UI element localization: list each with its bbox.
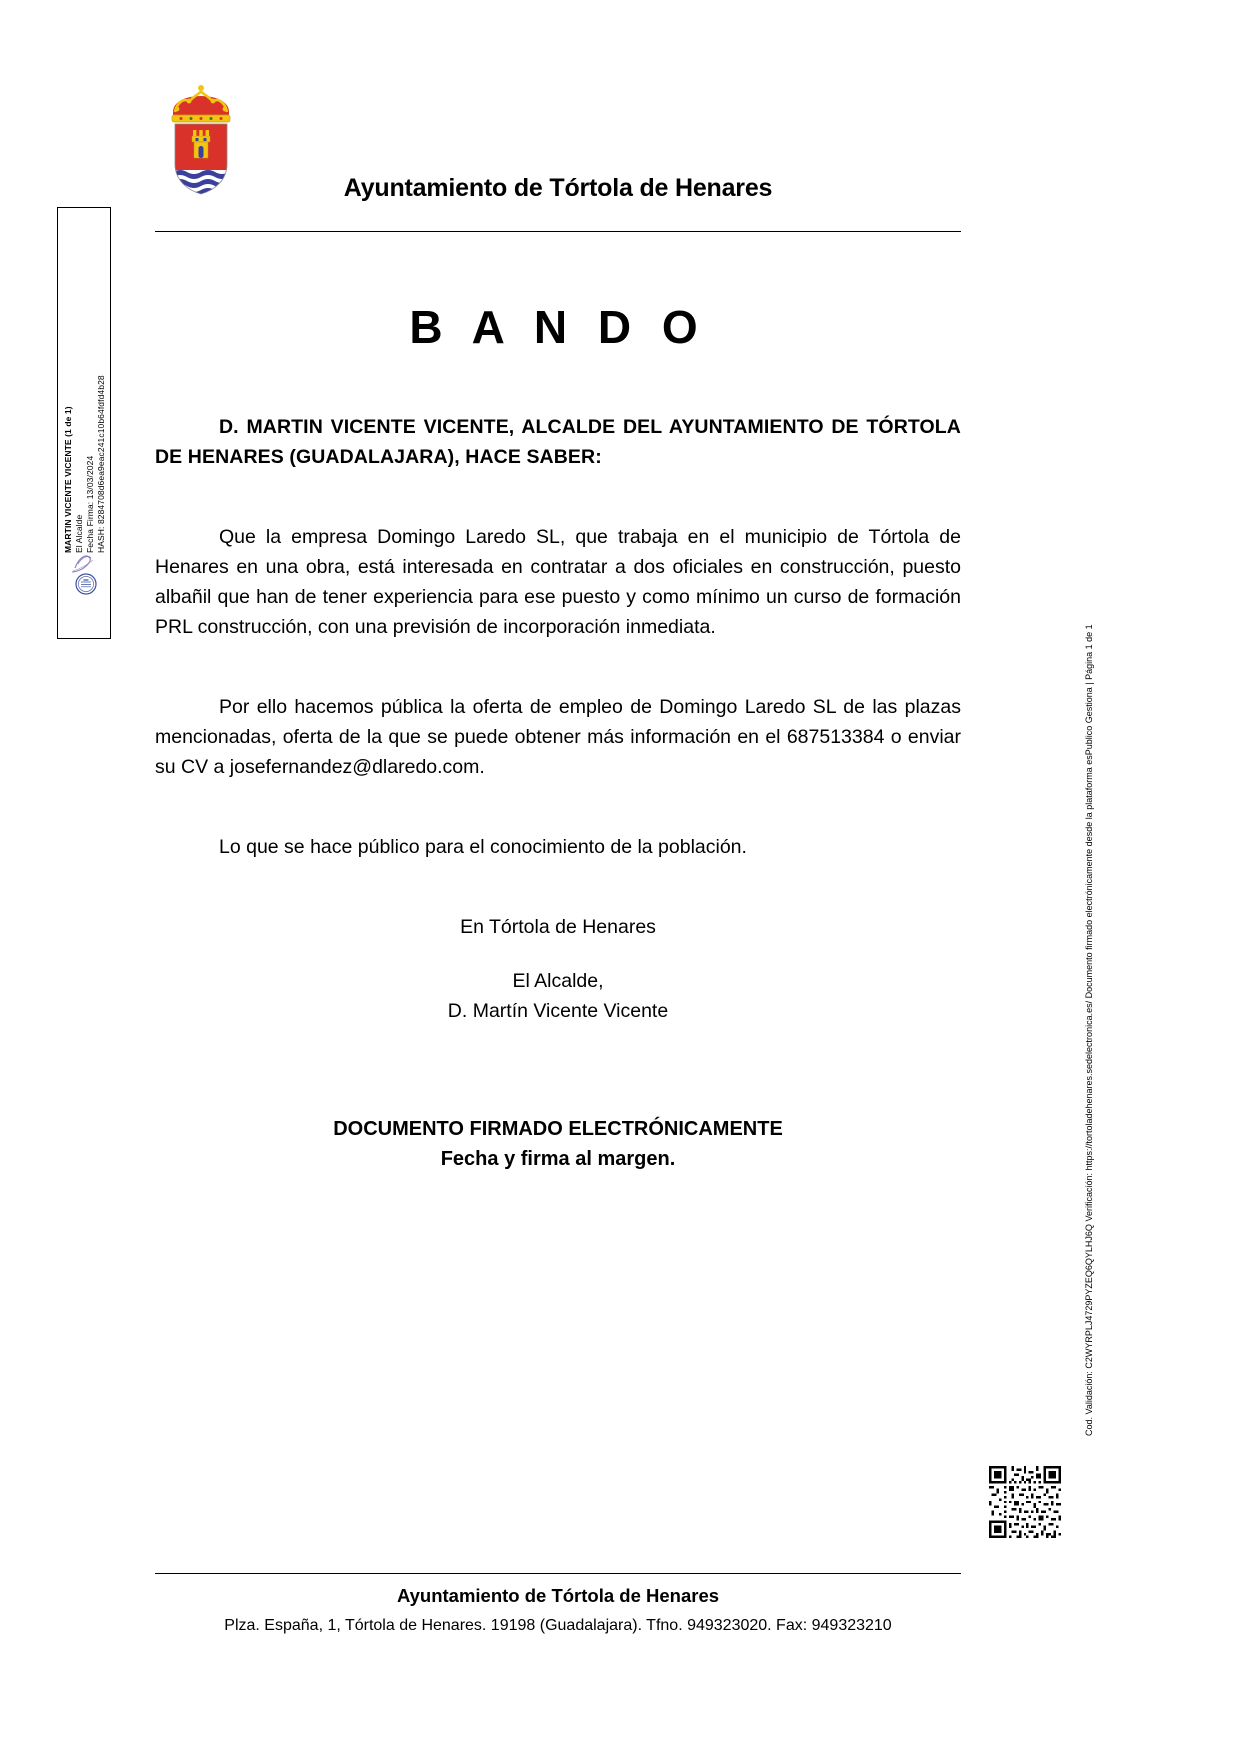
footer-divider (155, 1573, 961, 1574)
spacer (155, 888, 961, 912)
signature-hash: HASH: 8284708d6ea9eac241c10b64fdfd4b28 (96, 375, 106, 553)
validation-platform: Documento firmado electrónicamente desde la plataforma esPublico Gestiona | Página 1 de 1 (1084, 624, 1094, 999)
paragraph-public-notice: Lo que se hace público para el conocimiento de la población. (219, 836, 747, 858)
spacer (155, 942, 961, 966)
signature-name-label: D. Martín Vicente Vicente (447, 1000, 669, 1022)
footer-title: Ayuntamiento de Tórtola de Henares (396, 1585, 720, 1606)
electronic-signature-notice (155, 1114, 961, 1174)
heading-paragraph: D. MARTIN VICENTE VICENTE, ALCALDE DEL AYUNTAMIENTO DE TÓRTOLA DE HENARES (GUADALAJARA), HACE SABER: (155, 416, 961, 468)
spacer (155, 808, 961, 832)
spacer (155, 498, 961, 522)
signature-signer-role: El Alcalde (74, 514, 84, 553)
signature-block (155, 966, 961, 1026)
validation-code: Cod. Validación: C2WYRPLJ4729PYZEQ6QYLHJ6Q (1084, 1224, 1094, 1436)
validation-margin-text (1084, 624, 1096, 1436)
signature-role-label: El Alcalde, (512, 970, 604, 992)
electronic-notice-line-1: DOCUMENTO FIRMADO ELECTRÓNICAMENTE (333, 1118, 783, 1140)
document-title-bando: B A N D O (409, 301, 707, 353)
electronic-notice-line-2: Fecha y firma al margen. (440, 1148, 676, 1170)
place-line: En Tórtola de Henares (460, 916, 656, 938)
signature-signer-name: MARTIN VICENTE VICENTE (1 de 1) (63, 406, 73, 553)
spacer (155, 668, 961, 692)
paragraph-offer-description: Que la empresa Domingo Laredo SL, que trabaja en el municipio de Tórtola de Henares en una obra, está interesada en contratar a dos oficiales en construcción, puesto albañil que han de tener experiencia para ese puesto y como mínimo un curso de formación PRL construcción, con una previsión de incorporación inmediata. (155, 526, 961, 638)
page-title: Ayuntamiento de Tórtola de Henares (343, 174, 773, 202)
signature-stamp-icon (69, 552, 103, 598)
signature-margin-text (63, 173, 107, 553)
header-divider (155, 231, 961, 232)
qr-code-icon (989, 1466, 1061, 1538)
footer-address: Plza. España, 1, Tórtola de Henares. 19198 (Guadalajara). Tfno. 949323020. Fax: 949323210 (224, 1617, 892, 1634)
document-header (155, 70, 961, 234)
signature-margin-box (57, 207, 111, 639)
paragraph-contact-info: Por ello hacemos pública la oferta de empleo de Domingo Laredo SL de las plazas mencionadas, oferta de la que se puede obtener más información en el 687513384 o enviar su CV a josefernandez@dlaredo.com. (155, 696, 961, 778)
document-body (155, 300, 961, 1174)
signature-date: Fecha Firma: 13/03/2024 (85, 455, 95, 553)
validation-url: Verificación: https://tortoladehenares.sedelectronica.es/ (1084, 1000, 1094, 1222)
spacer (155, 1026, 961, 1114)
